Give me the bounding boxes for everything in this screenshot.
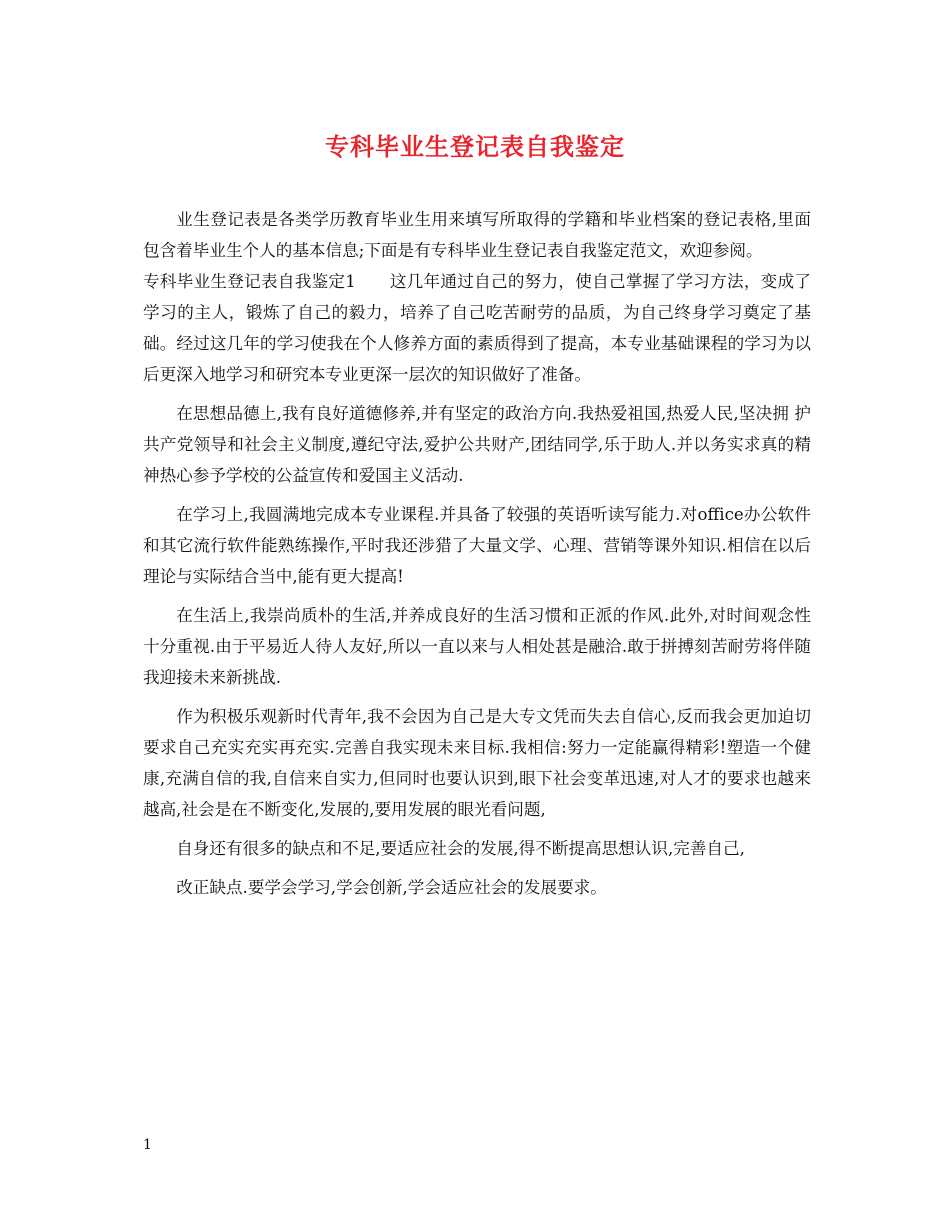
paragraph-morality: 在思想品德上,我有良好道德修养,并有坚定的政治方向.我热爱祖国,热爱人民,坚决拥 护共产党领导和社会主义制度,遵纪守法,爱护公共财产,团结同学,乐于助人.并以务实求真的精神热心参予学校的公益宣传和爱国主义活动. (143, 404, 811, 485)
document-title: 专科毕业生登记表自我鉴定 (325, 132, 625, 161)
paragraph-outlook: 作为积极乐观新时代青年,我不会因为自己是大专文凭而失去自信心,反而我会更加迫切要求自己充实充实再充实.完善自我实现未来目标.我相信:努力一定能赢得精彩!塑造一个健康,充满自信的我,自信来自实力,但同时也要认识到,眼下社会变革迅速,对人才的要求也越来越高,社会是在不断变化,发展的,要用发展的眼光看问题, (143, 707, 811, 819)
paragraph-intro: 业生登记表是各类学历教育毕业生用来填写所取得的学籍和毕业档案的登记表格,里面包含着毕业生个人的基本信息;下面是有专科毕业生登记表自我鉴定范文，欢迎参阅。 (143, 210, 811, 260)
document-body (143, 204, 811, 903)
paragraph-self-assessment-1: 专科毕业生登记表自我鉴定1 这几年通过自己的努力，使自己掌握了学习方法，变成了学习的主人，锻炼了自己的毅力，培养了自己吃苦耐劳的品质，为自己终身学习奠定了基础。经过这几年的学习使我在个人修养方面的素质得到了提高，本专业基础课程的学习为以后更深入地学习和研究本专业更深一层次的知识做好了准备。 (143, 272, 811, 384)
page-number: 1 (143, 1137, 152, 1153)
paragraph-study: 在学习上,我圆满地完成本专业课程.并具备了较强的英语听读写能力.对office办公软件和其它流行软件能熟练操作,平时我还涉猎了大量文学、心理、营销等课外知识.相信在以后理论与实际结合当中,能有更大提高! (143, 505, 811, 586)
paragraph-improvement: 改正缺点.要学会学习,学会创新,学会适应社会的发展要求。 (176, 878, 607, 897)
paragraph-life: 在生活上,我崇尚质朴的生活,并养成良好的生活习惯和正派的作风.此外,对时间观念性十分重视.由于平易近人待人友好,所以一直以来与人相处甚是融洽.敢于拼搏刻苦耐劳将伴随我迎接未来新挑战. (143, 606, 811, 687)
paragraph-shortcomings: 自身还有很多的缺点和不足,要适应社会的发展,得不断提高思想认识,完善自己, (176, 839, 745, 858)
